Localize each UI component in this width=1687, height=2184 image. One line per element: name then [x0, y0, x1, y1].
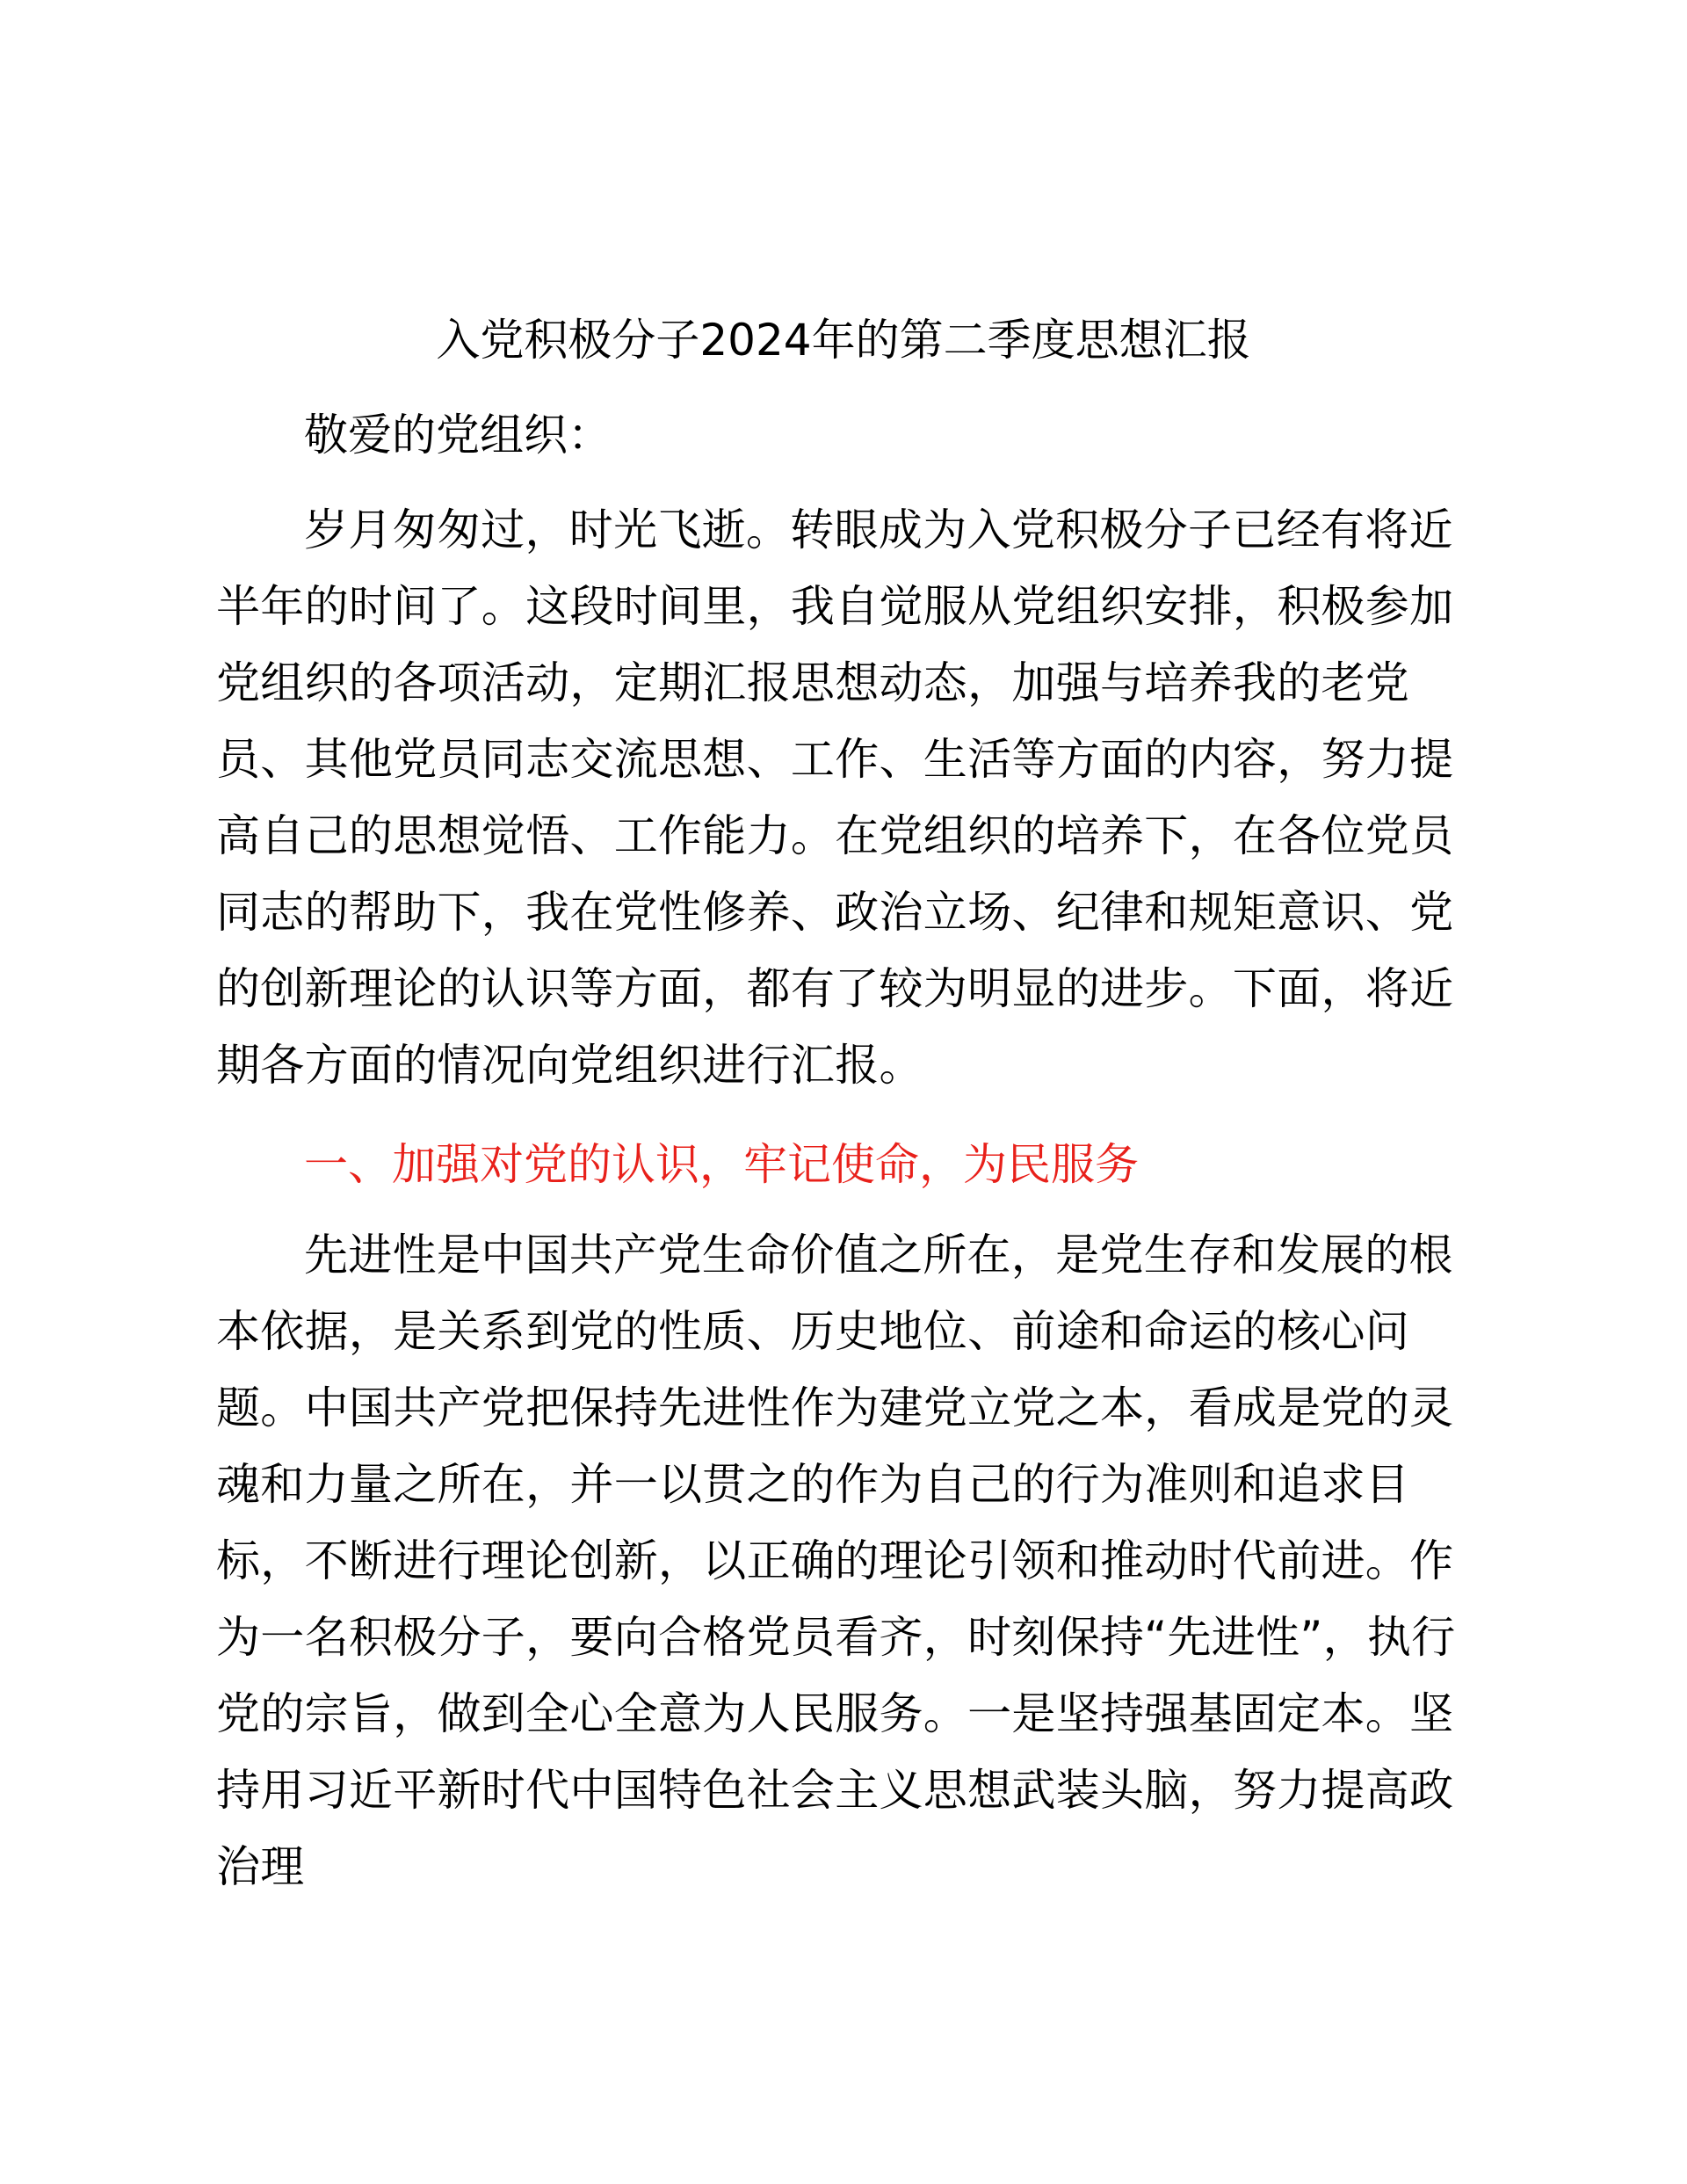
salutation: 敬爱的党组织： — [304, 410, 612, 461]
paragraph-intro: 岁月匆匆过，时光飞逝。转眼成为入党积极分子已经有将近半年的时间了。这段时间里，我自觉服从党组织安排，积极参加党组织的各项活动，定期汇报思想动态，加强与培养我的老党员、其他党员同志交流思想、工作、生活等方面的内容，努力提高自己的思想觉悟、工作能力。在党组织的培养下，在各位党员同志的帮助下，我在党性修养、政治立场、纪律和规矩意识、党的创新理论的认识等方面，都有了较为明显的进步。下面，将近期各方面的情况向党组织进行汇报。 — [216, 504, 1454, 1091]
paragraph-section-1: 先进性是中国共产党生命价值之所在，是党生存和发展的根本依据，是关系到党的性质、历史地位、前途和命运的核心问题。中国共产党把保持先进性作为建党立党之本，看成是党的灵魂和力量之所在，并一以贯之的作为自己的行为准则和追求目标，不断进行理论创新，以正确的理论引领和推动时代前进。作为一名积极分子，要向合格党员看齐，时刻保持“先进性”，执行党的宗旨，做到全心全意为人民服务。一是坚持强基固定本。坚持用习近平新时代中国特色社会主义思想武装头脑，努力提高政治理 — [216, 1230, 1456, 1892]
document-title: 入党积极分子2024年的第二季度思想汇报 — [436, 315, 1251, 366]
section-heading-1: 一、加强对党的认识，牢记使命，为民服务 — [304, 1139, 1139, 1190]
